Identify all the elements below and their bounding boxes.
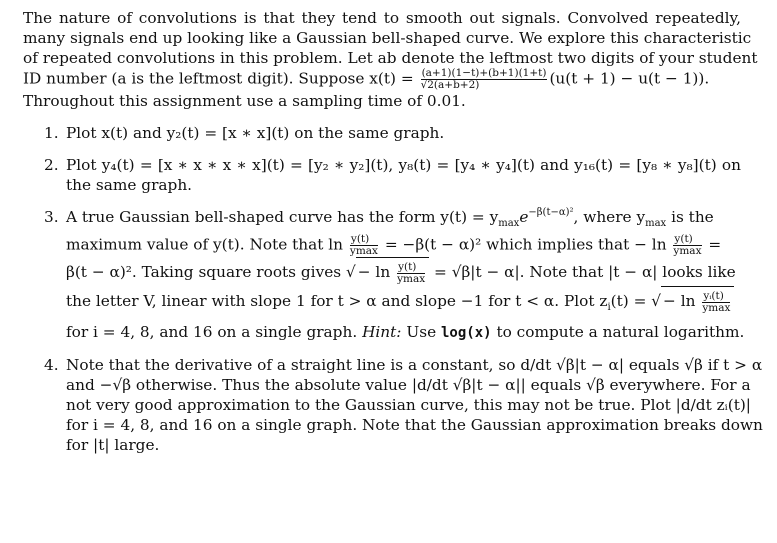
item-number: 4. (44, 356, 59, 375)
item-line (66, 257, 741, 286)
problem-item (23, 155, 741, 195)
x-definition-fraction (421, 68, 548, 91)
item-line: Note that the derivative of a straight line is a constant, so d/dt √β|t − α| equals √β if t > α (66, 356, 763, 375)
intro-line: (u(t + 1) − u(t − 1)). (549, 69, 710, 88)
intro-paragraph (23, 8, 758, 111)
text-run: = (708, 235, 722, 254)
fraction-denominator: ymax (673, 245, 702, 258)
item-number: 2. (44, 156, 59, 174)
fraction-denominator: √2(a+b+2) (420, 79, 480, 91)
intro-line-formula (23, 68, 741, 91)
item-line: for |t| large. (66, 436, 160, 455)
intro-line: ID number (a is the leftmost digit). Suppose x(t) = (23, 69, 414, 88)
ratio-fraction (702, 291, 730, 314)
intro-line: The nature of convolutions is that they tend to smooth out signals. Convolved repeatedly, (23, 9, 741, 27)
intro-line: of repeated convolutions in this problem. Let ab denote the leftmost two digits of your student (23, 49, 758, 67)
item-line: not very good approximation to the Gaussian curve, this may not be true. Plot |d/dt zᵢ(t)| (66, 396, 751, 415)
item-number: 3. (44, 208, 59, 226)
text-run: (t) = (610, 292, 647, 311)
text-run: for i = 4, 8, and 16 on a single graph. (66, 323, 358, 342)
item-number: 1. (44, 124, 59, 142)
text-run: = −β(t − α)² which implies that − ln (384, 235, 667, 254)
square-root: √ − ln $\frac{\text{yᵢ(t)}}{ymax}$ (651, 286, 734, 315)
subscript: i (607, 302, 611, 314)
text-run: − ln (663, 292, 696, 311)
hint-label: Hint: (362, 323, 402, 342)
text-run: β(t − α)². Taking square roots gives (66, 263, 342, 282)
code-snippet: log(x) (441, 325, 492, 342)
item-line (66, 286, 741, 322)
problem-item (23, 355, 763, 455)
text-run: to compute a natural logarithm. (496, 323, 745, 342)
item-line: Plot x(t) and y₂(t) = [x ∗ x](t) on the same graph. (66, 124, 445, 142)
subscript: max (498, 218, 520, 230)
problem-list (23, 123, 763, 455)
intro-line: Throughout this assignment use a sampling time of 0.01. (23, 92, 466, 110)
item-line (66, 207, 741, 234)
text-run: − ln (357, 263, 391, 282)
fraction-numerator: (a+1)(1−t)+(b+1)(1+t) (421, 67, 547, 79)
problem-document (23, 8, 763, 467)
text-run: is the (666, 208, 714, 226)
ratio-fraction (397, 262, 425, 285)
item-line (66, 234, 741, 257)
fraction-numerator: yᵢ(t) (702, 291, 730, 303)
text-run: = √β|t − α|. Note that |t − α| looks like (434, 263, 736, 282)
fraction-numerator: y(t) (673, 234, 701, 246)
text-run: , where y (573, 208, 646, 226)
intro-line: many signals end up looking like a Gaussian bell-shaped curve. We explore this characteristic (23, 29, 752, 47)
superscript: −β(t−α)² (528, 207, 574, 218)
problem-item (23, 123, 741, 143)
problem-item (23, 207, 745, 343)
ratio-fraction (673, 234, 701, 257)
text-run: e (519, 208, 529, 226)
item-line: Plot y₄(t) = [x ∗ x ∗ x ∗ x](t) = [y₂ ∗ y₂](t), y₈(t) = [y₄ ∗ y₄](t) and y₁₆(t) = [y₈ ∗ y₈](t) on (66, 156, 741, 174)
subscript: max (645, 218, 667, 230)
text-run: the letter V, linear with slope 1 for t > α and slope −1 for t < α. Plot z (66, 292, 608, 311)
text-run: maximum value of y(t). Note that ln (66, 235, 344, 254)
ratio-fraction (350, 234, 378, 257)
item-line (66, 322, 745, 343)
text-run: A true Gaussian bell-shaped curve has the form y(t) = y (66, 208, 499, 226)
fraction-denominator: ymax (397, 272, 426, 285)
fraction-denominator: ymax (349, 245, 378, 258)
fraction-denominator: ymax (702, 301, 731, 314)
fraction-numerator: y(t) (350, 234, 378, 246)
text-run: Use (406, 323, 437, 342)
item-line: for i = 4, 8, and 16 on a single graph. Note that the Gaussian approximation breaks down (66, 416, 763, 435)
item-line: the same graph. (66, 176, 193, 194)
square-root: √ − ln $\frac{y(t)}{ymax}$ (346, 257, 429, 286)
item-line: and −√β otherwise. Thus the absolute value |d/dt √β|t − α|| equals √β everywhere. For a (66, 376, 751, 395)
fraction-numerator: y(t) (397, 262, 425, 274)
